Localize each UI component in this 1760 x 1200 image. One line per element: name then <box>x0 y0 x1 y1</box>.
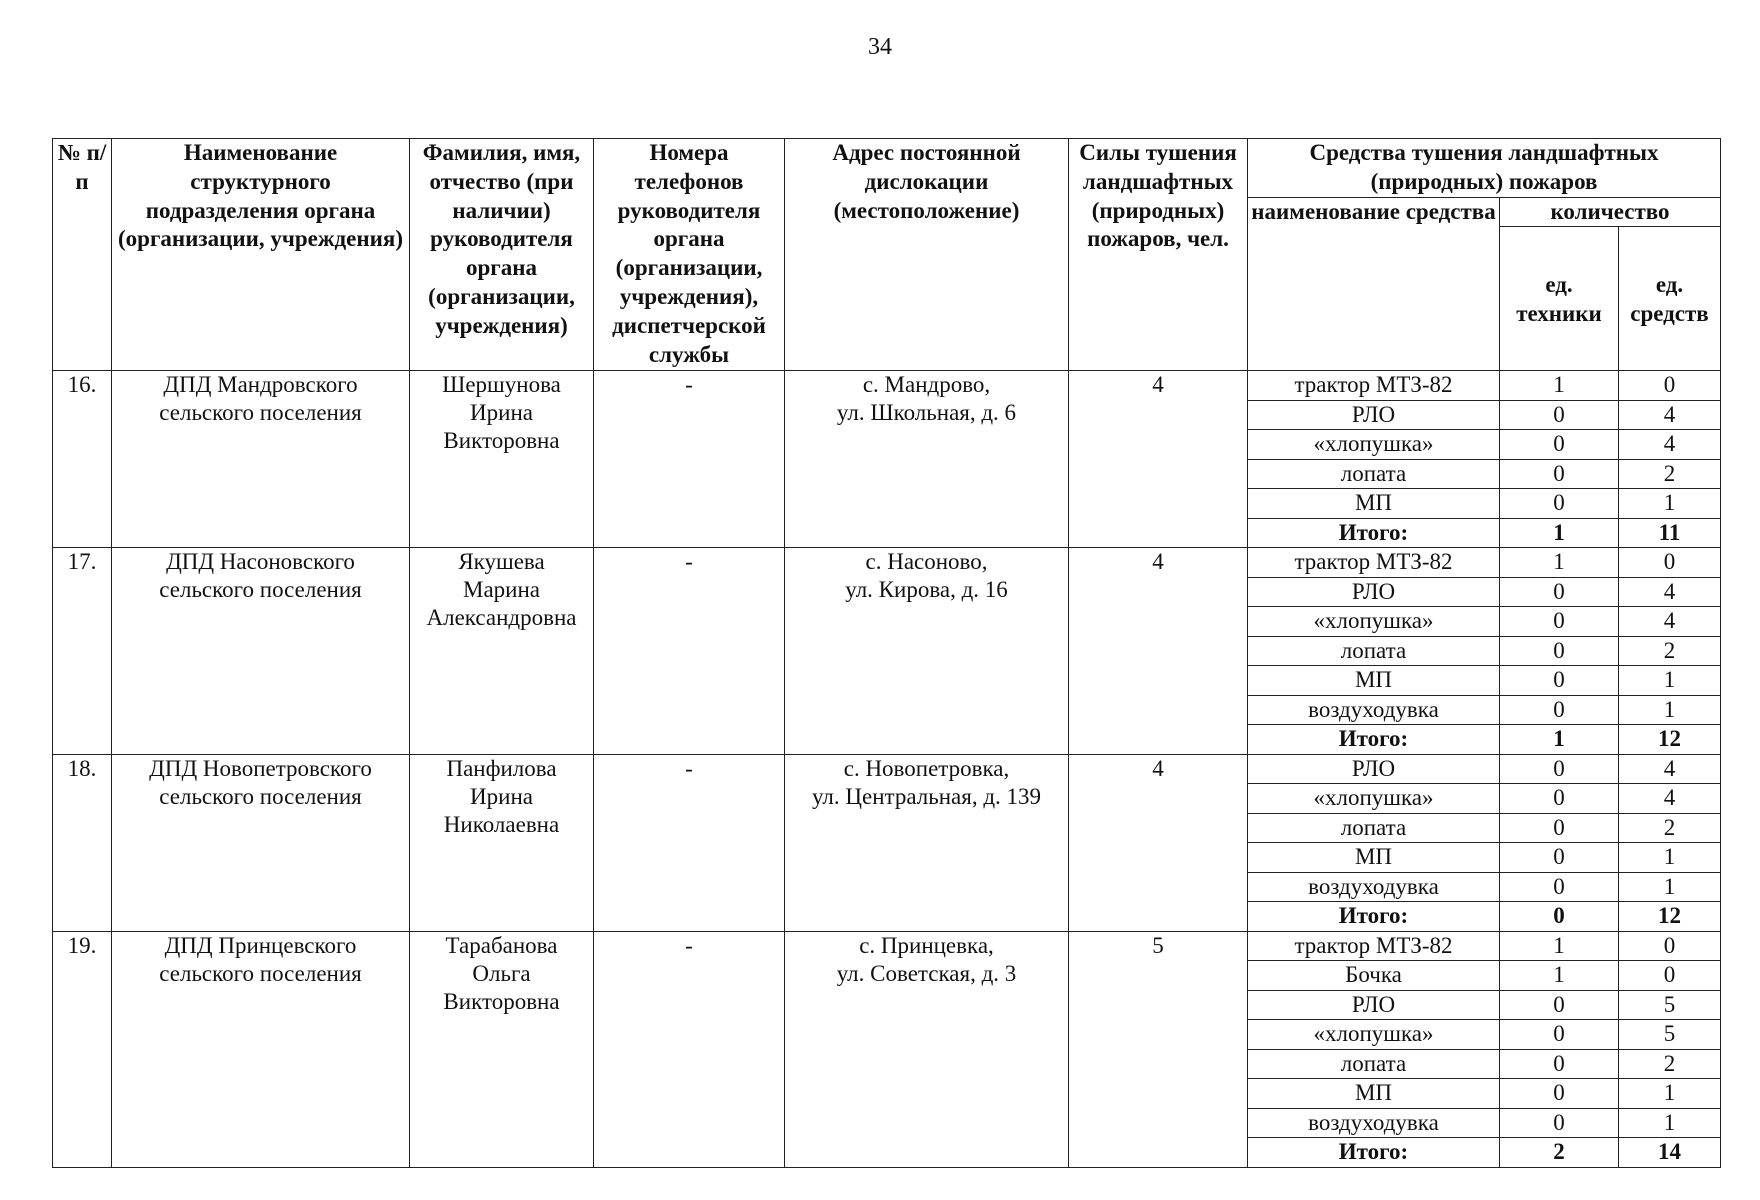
units-means: 1 <box>1619 695 1721 725</box>
units-tech: 0 <box>1500 666 1619 696</box>
means-name: лопата <box>1248 459 1500 489</box>
units-tech: 2 <box>1500 1138 1619 1168</box>
head-name-line: Викторовна <box>443 988 560 1014</box>
units-means: 2 <box>1619 459 1721 489</box>
header-means-name: наименование средства <box>1248 197 1500 371</box>
units-means: 1 <box>1619 666 1721 696</box>
units-means: 2 <box>1619 1049 1721 1079</box>
means-name: Итого: <box>1248 902 1500 932</box>
means-name: Итого: <box>1248 725 1500 755</box>
units-means: 11 <box>1619 518 1721 548</box>
forces-count: 4 <box>1069 371 1248 548</box>
table-row <box>53 754 1721 784</box>
header-means: Средства тушения ландшафтных (природных) пожаров <box>1248 139 1721 198</box>
units-means: 2 <box>1619 813 1721 843</box>
division-name <box>112 754 410 931</box>
header-num: № п/п <box>53 139 112 371</box>
units-tech: 0 <box>1500 1079 1619 1109</box>
units-tech: 1 <box>1500 961 1619 991</box>
means-name: РЛО <box>1248 577 1500 607</box>
units-means: 1 <box>1619 1108 1721 1138</box>
header-quantity: количество <box>1500 197 1721 227</box>
division-name-line: ДПД Принцевского <box>164 932 357 958</box>
means-name: «хлопушка» <box>1248 607 1500 637</box>
means-name: воздуходувка <box>1248 695 1500 725</box>
units-tech: 0 <box>1500 990 1619 1020</box>
units-tech: 0 <box>1500 1049 1619 1079</box>
division-name-line: сельского поселения <box>159 783 362 809</box>
units-tech: 0 <box>1500 607 1619 637</box>
head-name <box>410 548 594 755</box>
units-means: 1 <box>1619 843 1721 873</box>
units-tech: 0 <box>1500 1020 1619 1050</box>
row-number: 17. <box>53 548 112 755</box>
units-tech: 0 <box>1500 902 1619 932</box>
units-tech: 1 <box>1500 931 1619 961</box>
means-name: Итого: <box>1248 1138 1500 1168</box>
units-means: 1 <box>1619 489 1721 519</box>
units-means: 1 <box>1619 1079 1721 1109</box>
address-line: с. Принцевка, <box>859 932 994 958</box>
means-name: воздуходувка <box>1248 1108 1500 1138</box>
means-name: трактор МТЗ-82 <box>1248 931 1500 961</box>
address <box>785 931 1069 1167</box>
units-tech: 0 <box>1500 1108 1619 1138</box>
units-tech: 1 <box>1500 518 1619 548</box>
header-head: Фамилия, имя, отчество (при наличии) руководителя органа (организации, учреждения) <box>410 139 594 371</box>
address-line: ул. Кирова, д. 16 <box>845 577 1008 603</box>
means-name: МП <box>1248 1079 1500 1109</box>
units-tech: 0 <box>1500 430 1619 460</box>
table-body <box>53 139 1721 1168</box>
address-line: с. Мандрово, <box>862 372 991 398</box>
head-name-line: Шершунова <box>442 372 561 398</box>
header-division: Наименование структурного подразделения органа (организации, учреждения) <box>112 139 410 371</box>
address-line: с. Насоново, <box>865 549 988 575</box>
row-number: 18. <box>53 754 112 931</box>
phones: - <box>594 371 785 548</box>
head-name-line: Викторовна <box>443 428 560 454</box>
head-name-line: Ольга <box>472 960 531 986</box>
header-units-tech: ед. техники <box>1500 227 1619 371</box>
address-line: ул. Центральная, д. 139 <box>811 783 1042 809</box>
forces-count: 4 <box>1069 548 1248 755</box>
head-name-line: Якушева <box>458 549 545 575</box>
units-tech: 0 <box>1500 400 1619 430</box>
units-tech: 0 <box>1500 695 1619 725</box>
means-name: лопата <box>1248 636 1500 666</box>
units-tech: 1 <box>1500 371 1619 401</box>
division-name-line: сельского поселения <box>159 577 362 603</box>
units-means: 0 <box>1619 548 1721 578</box>
head-name-line: Тарабанова <box>445 932 558 958</box>
units-tech: 0 <box>1500 843 1619 873</box>
units-means: 2 <box>1619 636 1721 666</box>
division-name <box>112 548 410 755</box>
units-tech: 0 <box>1500 784 1619 814</box>
address-line: ул. Школьная, д. 6 <box>836 400 1017 426</box>
units-means: 1 <box>1619 872 1721 902</box>
division-name-line: сельского поселения <box>159 960 362 986</box>
units-means: 14 <box>1619 1138 1721 1168</box>
units-tech: 0 <box>1500 754 1619 784</box>
means-name: «хлопушка» <box>1248 430 1500 460</box>
division-name-line: ДПД Новопетровского <box>149 755 372 781</box>
means-name: трактор МТЗ-82 <box>1248 548 1500 578</box>
means-name: МП <box>1248 843 1500 873</box>
header-forces: Силы тушения ландшафтных (природных) пожаров, чел. <box>1069 139 1248 371</box>
division-name-line: ДПД Насоновского <box>166 549 355 575</box>
row-number: 16. <box>53 371 112 548</box>
head-name <box>410 931 594 1167</box>
means-name: лопата <box>1248 1049 1500 1079</box>
units-means: 4 <box>1619 430 1721 460</box>
header-phones: Номера телефонов руководителя органа (организации, учреждения), диспетчерской службы <box>594 139 785 371</box>
units-means: 12 <box>1619 902 1721 932</box>
units-means: 12 <box>1619 725 1721 755</box>
units-means: 0 <box>1619 371 1721 401</box>
forces-count: 4 <box>1069 754 1248 931</box>
row-number: 19. <box>53 931 112 1167</box>
means-name: трактор МТЗ-82 <box>1248 371 1500 401</box>
means-name: Итого: <box>1248 518 1500 548</box>
page-number: 34 <box>868 34 892 60</box>
units-tech: 0 <box>1500 459 1619 489</box>
means-name: «хлопушка» <box>1248 1020 1500 1050</box>
table-row <box>53 548 1721 578</box>
header-address: Адрес постоянной дислокации (местоположение) <box>785 139 1069 371</box>
head-name <box>410 754 594 931</box>
division-name <box>112 371 410 548</box>
head-name-line: Марина <box>463 577 540 603</box>
address <box>785 371 1069 548</box>
table-row <box>53 931 1721 961</box>
means-name: РЛО <box>1248 990 1500 1020</box>
head-name-line: Александровна <box>426 605 577 631</box>
address-line: ул. Советская, д. 3 <box>836 960 1017 986</box>
phones: - <box>594 754 785 931</box>
table-row <box>53 371 1721 401</box>
header-row <box>53 139 1721 198</box>
head-name <box>410 371 594 548</box>
units-tech: 1 <box>1500 725 1619 755</box>
head-name-line: Панфилова <box>446 755 557 781</box>
means-name: МП <box>1248 489 1500 519</box>
units-tech: 0 <box>1500 636 1619 666</box>
means-name: «хлопушка» <box>1248 784 1500 814</box>
units-means: 4 <box>1619 400 1721 430</box>
units-means: 4 <box>1619 754 1721 784</box>
address <box>785 548 1069 755</box>
units-means: 5 <box>1619 990 1721 1020</box>
division-name <box>112 931 410 1167</box>
header-units-means: ед. средств <box>1619 227 1721 371</box>
phones: - <box>594 548 785 755</box>
division-name-line: сельского поселения <box>159 400 362 426</box>
means-name: РЛО <box>1248 400 1500 430</box>
head-name-line: Ирина <box>470 783 533 809</box>
fire-means-table <box>52 138 1721 1168</box>
head-name-line: Ирина <box>470 400 533 426</box>
units-means: 0 <box>1619 961 1721 991</box>
forces-count: 5 <box>1069 931 1248 1167</box>
units-means: 4 <box>1619 577 1721 607</box>
means-name: РЛО <box>1248 754 1500 784</box>
units-tech: 0 <box>1500 489 1619 519</box>
means-name: лопата <box>1248 813 1500 843</box>
phones: - <box>594 931 785 1167</box>
means-name: МП <box>1248 666 1500 696</box>
division-name-line: ДПД Мандровского <box>163 372 358 398</box>
units-means: 5 <box>1619 1020 1721 1050</box>
units-tech: 0 <box>1500 872 1619 902</box>
address-line: с. Новопетровка, <box>843 755 1010 781</box>
means-name: Бочка <box>1248 961 1500 991</box>
units-means: 4 <box>1619 784 1721 814</box>
head-name-line: Николаевна <box>443 811 560 837</box>
units-tech: 0 <box>1500 577 1619 607</box>
units-means: 4 <box>1619 607 1721 637</box>
units-tech: 0 <box>1500 813 1619 843</box>
units-means: 0 <box>1619 931 1721 961</box>
address <box>785 754 1069 931</box>
units-tech: 1 <box>1500 548 1619 578</box>
means-name: воздуходувка <box>1248 872 1500 902</box>
